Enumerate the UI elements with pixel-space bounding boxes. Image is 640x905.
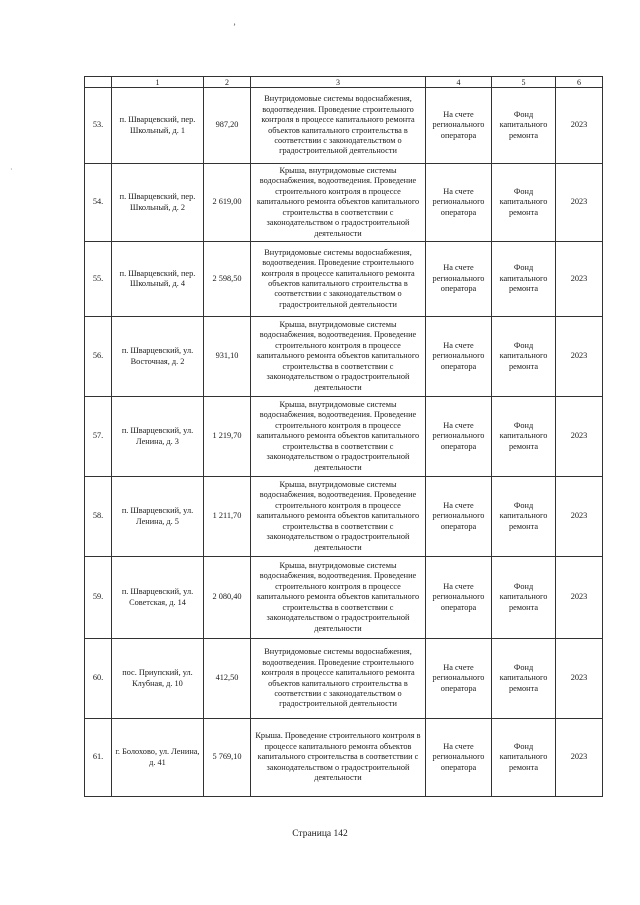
column-number-cell: 3 (251, 77, 426, 88)
source-cell: Фонд капитального ремонта (492, 639, 556, 719)
column-number-cell: 1 (112, 77, 204, 88)
year-cell: 2023 (556, 317, 603, 397)
account-cell: На счете регионального оператора (426, 639, 492, 719)
works-cell: Внутридомовые системы водоснабжения, водоотведения. Проведение строительного контроля в процессе капитального ремонта объектов капитального строительства в соответствии с законодательством о градостроительной деятельности (251, 88, 426, 164)
row-number: 58. (85, 477, 112, 557)
area-cell: 987,20 (204, 88, 251, 164)
row-number: 59. (85, 557, 112, 639)
table-row (85, 719, 603, 797)
account-cell: На счете регионального оператора (426, 317, 492, 397)
address-cell: п. Шварцевский, пер. Школьный, д. 4 (112, 242, 204, 317)
area-cell: 931,10 (204, 317, 251, 397)
account-cell: На счете регионального оператора (426, 164, 492, 242)
row-number: 57. (85, 397, 112, 477)
address-cell: п. Шварцевский, пер. Школьный, д. 2 (112, 164, 204, 242)
account-cell: На счете регионального оператора (426, 557, 492, 639)
area-cell: 2 080,40 (204, 557, 251, 639)
works-cell: Крыша, внутридомовые системы водоснабжения, водоотведения. Проведение строительного контроля в процессе капитального ремонта объектов капитального строительства в соответствии с законодательством о градостроительной деятельности (251, 477, 426, 557)
source-cell: Фонд капитального ремонта (492, 88, 556, 164)
area-cell: 2 619,00 (204, 164, 251, 242)
account-cell: На счете регионального оператора (426, 397, 492, 477)
column-number-cell: 5 (492, 77, 556, 88)
works-cell: Крыша. Проведение строительного контроля в процессе капитального ремонта объектов капитального строительства в соответствии с законодательством о градостроительной деятельности (251, 719, 426, 797)
source-cell: Фонд капитального ремонта (492, 477, 556, 557)
row-number: 54. (85, 164, 112, 242)
account-cell: На счете регионального оператора (426, 242, 492, 317)
area-cell: 1 219,70 (204, 397, 251, 477)
page-number-footer: Страница 142 (292, 829, 348, 839)
repair-program-table (84, 76, 603, 797)
source-cell: Фонд капитального ремонта (492, 397, 556, 477)
works-cell: Внутридомовые системы водоснабжения, водоотведения. Проведение строительного контроля в процессе капитального ремонта объектов капитального строительства в соответствии с законодательством о градостроительной деятельности (251, 242, 426, 317)
year-cell: 2023 (556, 397, 603, 477)
works-cell: Внутридомовые системы водоснабжения, водоотведения. Проведение строительного контроля в процессе капитального ремонта объектов капитального строительства в соответствии с законодательством о градостроительной деятельности (251, 639, 426, 719)
year-cell: 2023 (556, 88, 603, 164)
scan-mark: ʼ (233, 22, 236, 32)
address-cell: п. Шварцевский, пер. Школьный, д. 1 (112, 88, 204, 164)
works-cell: Крыша, внутридомовые системы водоснабжения, водоотведения. Проведение строительного контроля в процессе капитального ремонта объектов капитального строительства в соответствии с законодательством о градостроительной деятельности (251, 317, 426, 397)
table-row (85, 88, 603, 164)
table-row (85, 397, 603, 477)
table-row (85, 164, 603, 242)
table-row (85, 242, 603, 317)
table-row (85, 477, 603, 557)
column-number-cell: 6 (556, 77, 603, 88)
area-cell: 2 598,50 (204, 242, 251, 317)
address-cell: пос. Приупский, ул. Клубная, д. 10 (112, 639, 204, 719)
year-cell: 2023 (556, 164, 603, 242)
row-number: 55. (85, 242, 112, 317)
address-cell: г. Болохово, ул. Ленина, д. 41 (112, 719, 204, 797)
account-cell: На счете регионального оператора (426, 719, 492, 797)
column-number-cell: 2 (204, 77, 251, 88)
year-cell: 2023 (556, 557, 603, 639)
address-cell: п. Шварцевский, ул. Ленина, д. 3 (112, 397, 204, 477)
row-number: 56. (85, 317, 112, 397)
year-cell: 2023 (556, 242, 603, 317)
column-number-row (85, 77, 603, 88)
table-row (85, 557, 603, 639)
address-cell: п. Шварцевский, ул. Советская, д. 14 (112, 557, 204, 639)
account-cell: На счете регионального оператора (426, 88, 492, 164)
works-cell: Крыша, внутридомовые системы водоснабжения, водоотведения. Проведение строительного контроля в процессе капитального ремонта объектов капитального строительства в соответствии с законодательством о градостроительной деятельности (251, 557, 426, 639)
table-row (85, 317, 603, 397)
area-cell: 5 769,10 (204, 719, 251, 797)
column-number-cell: 4 (426, 77, 492, 88)
row-number: 60. (85, 639, 112, 719)
year-cell: 2023 (556, 477, 603, 557)
source-cell: Фонд капитального ремонта (492, 242, 556, 317)
source-cell: Фонд капитального ремонта (492, 317, 556, 397)
area-cell: 1 211,70 (204, 477, 251, 557)
address-cell: п. Шварцевский, ул. Ленина, д. 5 (112, 477, 204, 557)
margin-mark: · (10, 165, 13, 174)
row-number: 53. (85, 88, 112, 164)
works-cell: Крыша, внутридомовые системы водоснабжения, водоотведения. Проведение строительного контроля в процессе капитального ремонта объектов капитального строительства в соответствии с законодательством о градостроительной деятельности (251, 164, 426, 242)
address-cell: п. Шварцевский, ул. Восточная, д. 2 (112, 317, 204, 397)
row-number: 61. (85, 719, 112, 797)
column-number-cell (85, 77, 112, 88)
account-cell: На счете регионального оператора (426, 477, 492, 557)
year-cell: 2023 (556, 719, 603, 797)
works-cell: Крыша, внутридомовые системы водоснабжения, водоотведения. Проведение строительного контроля в процессе капитального ремонта объектов капитального строительства в соответствии с законодательством о градостроительной деятельности (251, 397, 426, 477)
source-cell: Фонд капитального ремонта (492, 557, 556, 639)
area-cell: 412,50 (204, 639, 251, 719)
source-cell: Фонд капитального ремонта (492, 164, 556, 242)
source-cell: Фонд капитального ремонта (492, 719, 556, 797)
table-row (85, 639, 603, 719)
year-cell: 2023 (556, 639, 603, 719)
